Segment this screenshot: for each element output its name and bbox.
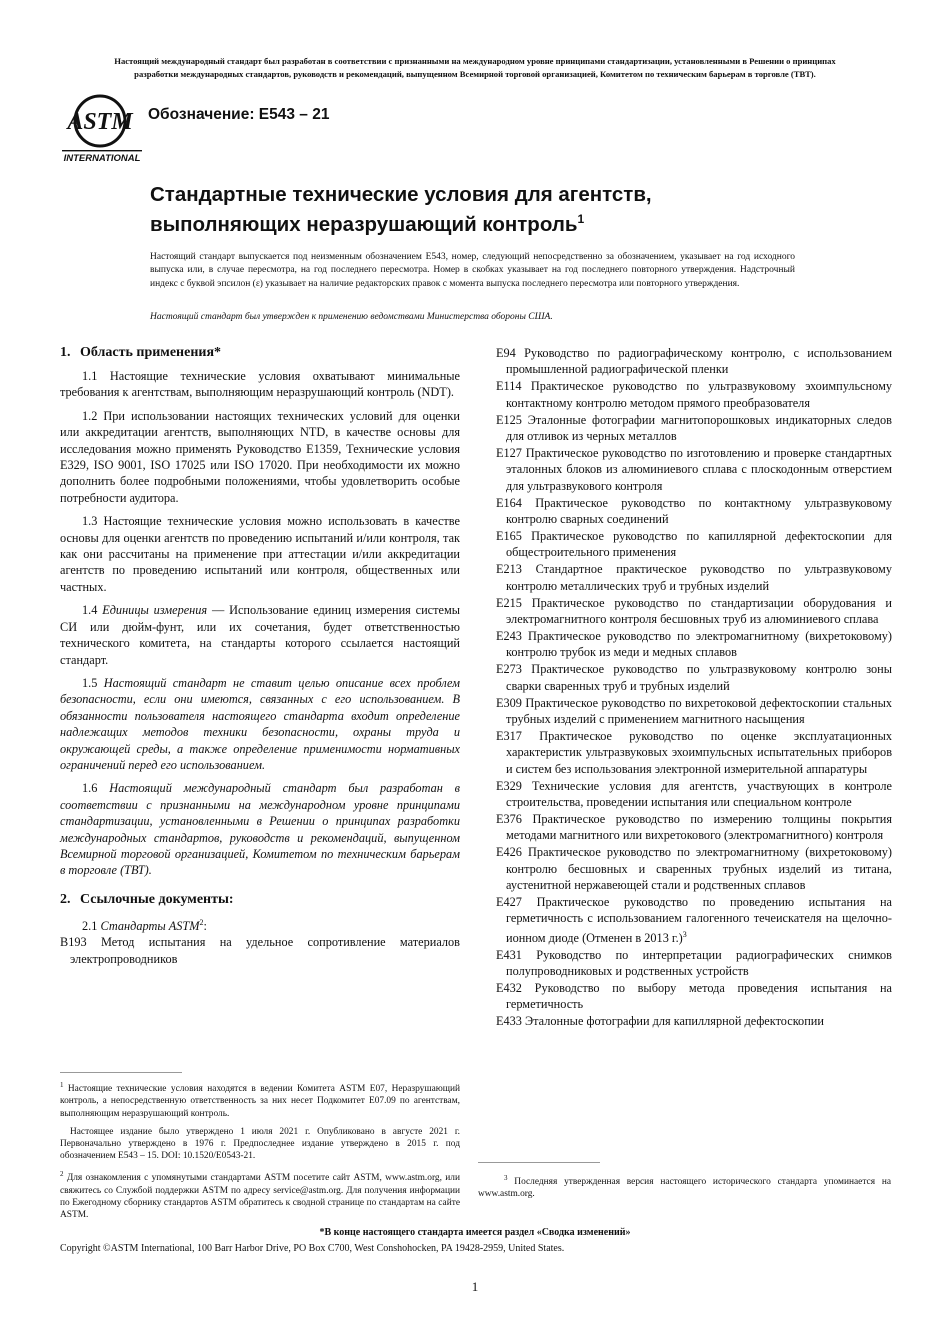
reference-text: E165 Практическое руководство по капиллярной дефектоскопии для общестроительного применения — [496, 528, 892, 560]
subsection-2-1-colon: : — [203, 918, 207, 933]
footnote-3-mark: 3 — [504, 1174, 508, 1182]
reference-text: E94 Руководство по радиографическому контролю, с использованием промышленной радиографической пленки — [496, 346, 892, 377]
title-line-2: выполняющих неразрушающий контроль — [150, 212, 578, 236]
footnote-1-edition: Настоящее издание было утверждено 1 июля 2021 г. Опубликовано в августе 2021 г. Первоначально утверждено в 1976 г. Предпоследнее издание утверждено в 2015 г. под обозначением E543 – 15. DOI: 10.1520/E0543-21. — [60, 1126, 460, 1162]
reference-text: E309 Практическое руководство по вихретоковой дефектоскопии стальных трубных изделий с применением магнитного насыщения — [496, 695, 892, 726]
title-footnote-mark[interactable]: 1 — [577, 212, 585, 226]
paragraph-1-2: 1.2 При использовании настоящих технических условий для оценки или аккредитации агентств, выполняющих NTD, в качестве основы для исследования можно применять Руководство E1359, Технические условия E329, ISO 9001, ISO 17025 или ISO 17020. При необходимости их можно дополнить более подробными положениями, чтобы удовлетворить особые потребности аудитора. — [60, 408, 460, 505]
designation: Обозначение: E543 – 21 — [148, 106, 330, 123]
paragraph-1-6 — [60, 780, 460, 878]
notice-line-1: Настоящий международный стандарт был разработан в соответствии с признанными на международном уровне принципами стандартизации, установленными в Решении о принципах — [114, 56, 836, 66]
reference-item[interactable] — [496, 894, 892, 946]
reference-item[interactable] — [496, 495, 892, 528]
subsection-2-1-title: Стандарты ASTM — [100, 918, 200, 933]
footnote-2-mark[interactable]: 2 — [199, 917, 204, 927]
astm-logo-icon — [60, 88, 144, 164]
copyright-notice: Copyright ©ASTM International, 100 Barr Harbor Drive, PO Box C700, West Conshohocken, PA 19428-2959, United States. — [60, 1243, 565, 1254]
reference-text: E432 Руководство по выбору метода проведения испытания на герметичность — [496, 981, 892, 1012]
reference-item[interactable] — [496, 778, 892, 811]
section-1-title: Область применения* — [80, 345, 222, 360]
paragraph-1-6-number: 1.6 — [82, 781, 98, 796]
section-2-heading — [60, 891, 460, 909]
left-reference-list — [60, 934, 460, 967]
reference-text: E273 Практическое руководство по ультразвуковому контролю зоны сварки сваренных труб и трубных изделий — [496, 662, 892, 693]
reference-item[interactable] — [496, 980, 892, 1013]
paragraph-1-3: 1.3 Настоящие технические условия можно использовать в качестве основы для оценки агентств по проведению испытаний и/или контроля, так как они рассчитаны на применение при аттестации и/или аккредитации агентств по проведению испытаний или контроля, общественных или частных. — [60, 514, 460, 594]
reference-text: E125 Эталонные фотографии магнитопорошковых индикаторных следов для отливок из черных металлов — [496, 412, 892, 444]
reference-text: E426 Практическое руководство по электромагнитному (вихретоковому) контролю бесшовных и сваренных трубных изделий из титана, аустенитной нержавеющей стали и родственных сплавов — [496, 845, 892, 892]
reference-text: E213 Стандартное практическое руководство по ультразвуковому контролю металлических труб и трубных изделий — [496, 562, 892, 593]
notice-line-2: разработки международных стандартов, руководств и рекомендаций, выпущенном Всемирной торговой организацией, Комитетом по техническим барьерам в торговле (ТВТ). — [134, 68, 816, 79]
international-standard-notice — [60, 55, 890, 80]
issuance-statement: Настоящий стандарт выпускается под неизменным обозначением E543, номер, следующий непосредственно за обозначением, указывает на год исходного выпуска или, в случае пересмотра, на год последнего пересмотра. Номер в скобках указывает на год последнего повторного утверждения. Надстрочный индекс с буквой эпсилон (ε) указывает на наличие редакторских правок с момента выпуска последнего пересмотра или повторного утверждения. — [150, 252, 795, 289]
footnote-2-mark-bottom: 2 — [60, 1170, 64, 1179]
paragraph-1-5-number: 1.5 — [82, 675, 98, 690]
reference-text: E427 Практическое руководство по проведению испытания на герметичность с использованием галогенного течеискателя на щелочно-ионном диоде (Отменен в 2013 г.) — [496, 894, 892, 945]
footnote-1-mark: 1 — [60, 1081, 64, 1089]
reference-item[interactable] — [496, 628, 892, 661]
footnote-2 — [60, 1168, 460, 1221]
reference-item[interactable] — [496, 661, 892, 694]
reference-text: E317 Практическое руководство по оценке эксплуатационных характеристик ультразвуковых эхоимпульсных испытательных приборов и систем без использования электронной измерительной аппаратуры — [496, 728, 892, 776]
reference-item[interactable] — [496, 811, 892, 844]
section-2-title: Ссылочные документы: — [80, 891, 234, 907]
reference-text: E243 Практическое руководство по электромагнитному (вихретоковому) контролю трубок из меди и медных сплавов — [496, 628, 892, 660]
reference-text: E329 Технические условия для агентств, участвующих в контроле строительства, проведении испытания или специальном контроле — [496, 778, 892, 809]
logo-text: ASTM — [67, 109, 133, 135]
dod-approval-note: Настоящий стандарт был утвержден к применению ведомствами Министерства обороны США. — [150, 312, 553, 322]
reference-item[interactable] — [496, 947, 892, 980]
reference-item[interactable] — [496, 595, 892, 628]
title-line-1: Стандартные технические условия для агентств, — [150, 183, 652, 206]
reference-text: E431 Руководство по интерпретации радиографических снимков полупроводниковых и родственных устройств — [496, 947, 892, 979]
paragraph-1-6-text: Настоящий международный стандарт был разработан в соответствии с признанными на международном уровне принципами стандартизации, установленными в Решении о принципах разработки международных стандартов, руководств и рекомендаций, выпущенном Всемирной торговой организацией, Комитетом по техническим барьерам в торговле (ТВТ). — [60, 781, 461, 878]
reference-item[interactable] — [496, 445, 892, 494]
reference-item[interactable] — [496, 378, 892, 411]
reference-item[interactable] — [496, 695, 892, 728]
paragraph-1-4-text: — Использование единиц измерения системы СИ или дюйм-фунт, или их сочетания, будет ответственностью технического комитета, на стандарты которого ссылается настоящий стандарт. — [60, 603, 460, 667]
reference-item[interactable] — [496, 345, 892, 378]
footnote-1 — [60, 1079, 460, 1120]
reference-item[interactable] — [496, 561, 892, 594]
reference-item[interactable] — [496, 844, 892, 893]
reference-text: E127 Практическое руководство по изготовлению и проверке стандартных эталонных блоков из алюминиевого сплава с плоскодонным отверстием для ультразвукового контроля — [496, 445, 892, 493]
footnote-3-text: Последняя утвержденная версия настоящего исторического стандарта упоминается на www.astm.org. — [478, 1177, 891, 1200]
paragraph-1-5 — [60, 675, 460, 773]
paragraph-1-4-number: 1.4 — [82, 603, 98, 618]
subsection-2-1 — [60, 915, 460, 935]
section-2-number: 2. — [60, 891, 71, 907]
reference-item[interactable] — [496, 1013, 892, 1029]
summary-of-changes-note: *В конце настоящего стандарта имеется раздел «Сводка изменений» — [319, 1227, 631, 1238]
document-title — [150, 183, 870, 237]
page-number: 1 — [471, 1279, 479, 1294]
footnote-3 — [478, 1172, 891, 1201]
reference-text: E164 Практическое руководство по контактному ультразвуковому контролю сварных соединений — [496, 495, 892, 527]
footnotes-left — [60, 1079, 460, 1227]
paragraph-1-1: 1.1 Настоящие технические условия охватывают минимальные требования к агентствам, выполняющим неразрушающий контроль (NDT). — [60, 369, 460, 400]
reference-item[interactable] — [496, 412, 892, 445]
reference-item[interactable] — [496, 728, 892, 777]
reference-text: E114 Практическое руководство по ультразвуковому эхоимпульсному контактному контролю методом прямого преобразователя — [496, 379, 892, 410]
footnote-divider-left — [60, 1072, 182, 1073]
reference-text: E376 Практическое руководство по измерению толщины покрытия методами магнитного или вихретокового (электромагнитного) контроля — [496, 811, 892, 843]
section-1-heading — [60, 344, 460, 362]
footnote-2-text: Для ознакомления с упомянутыми стандартами ASTM посетите сайт ASTM, www.astm.org, или свяжитесь со Службой поддержки ASTM по адресу service@astm.org. Для получения информации по Ежегодному сборнику стандартов ASTM обратитесь к сводной странице по стандартам на сайте ASTM. — [60, 1173, 460, 1221]
paragraph-1-5-text: Настоящий стандарт не ставит целью описание всех проблем безопасности, если они имеются, связанных с его использованием. В обязанности пользователя настоящего стандарта входит определение надлежащих методов техники безопасности, охраны труда и окружающей среды, а также определение применимости нормативных ограничений перед его использованием. — [60, 675, 460, 772]
left-column — [60, 344, 460, 967]
footnote-3-ref-mark[interactable]: 3 — [682, 929, 687, 939]
footnote-divider-right — [478, 1162, 600, 1163]
logo-subtext: INTERNATIONAL — [63, 153, 141, 164]
right-column — [496, 345, 892, 1030]
paragraph-1-4 — [60, 602, 460, 668]
reference-text: E433 Эталонные фотографии для капиллярной дефектоскопии — [496, 1014, 824, 1029]
right-reference-list — [496, 345, 892, 1030]
reference-item[interactable] — [496, 528, 892, 561]
reference-item[interactable]: B193 Метод испытания на удельное сопротивление материалов электропроводников — [60, 935, 460, 966]
footnote-1-text: Настоящие технические условия находятся в ведении Комитета ASTM E07, Неразрушающий контроль, а непосредственную ответственность за них несет Подкомитет E07.09 по агентствам, выполняющим неразрушающий контроль. — [60, 1084, 460, 1119]
reference-text: E215 Практическое руководство по стандартизации оборудования и электромагнитного контроля бесшовных труб из алюминиевого сплава — [496, 595, 892, 626]
paragraph-1-4-italic: Единицы измерения — [102, 603, 208, 618]
subsection-2-1-number: 2.1 — [82, 918, 98, 933]
section-1-number: 1. — [60, 345, 71, 360]
